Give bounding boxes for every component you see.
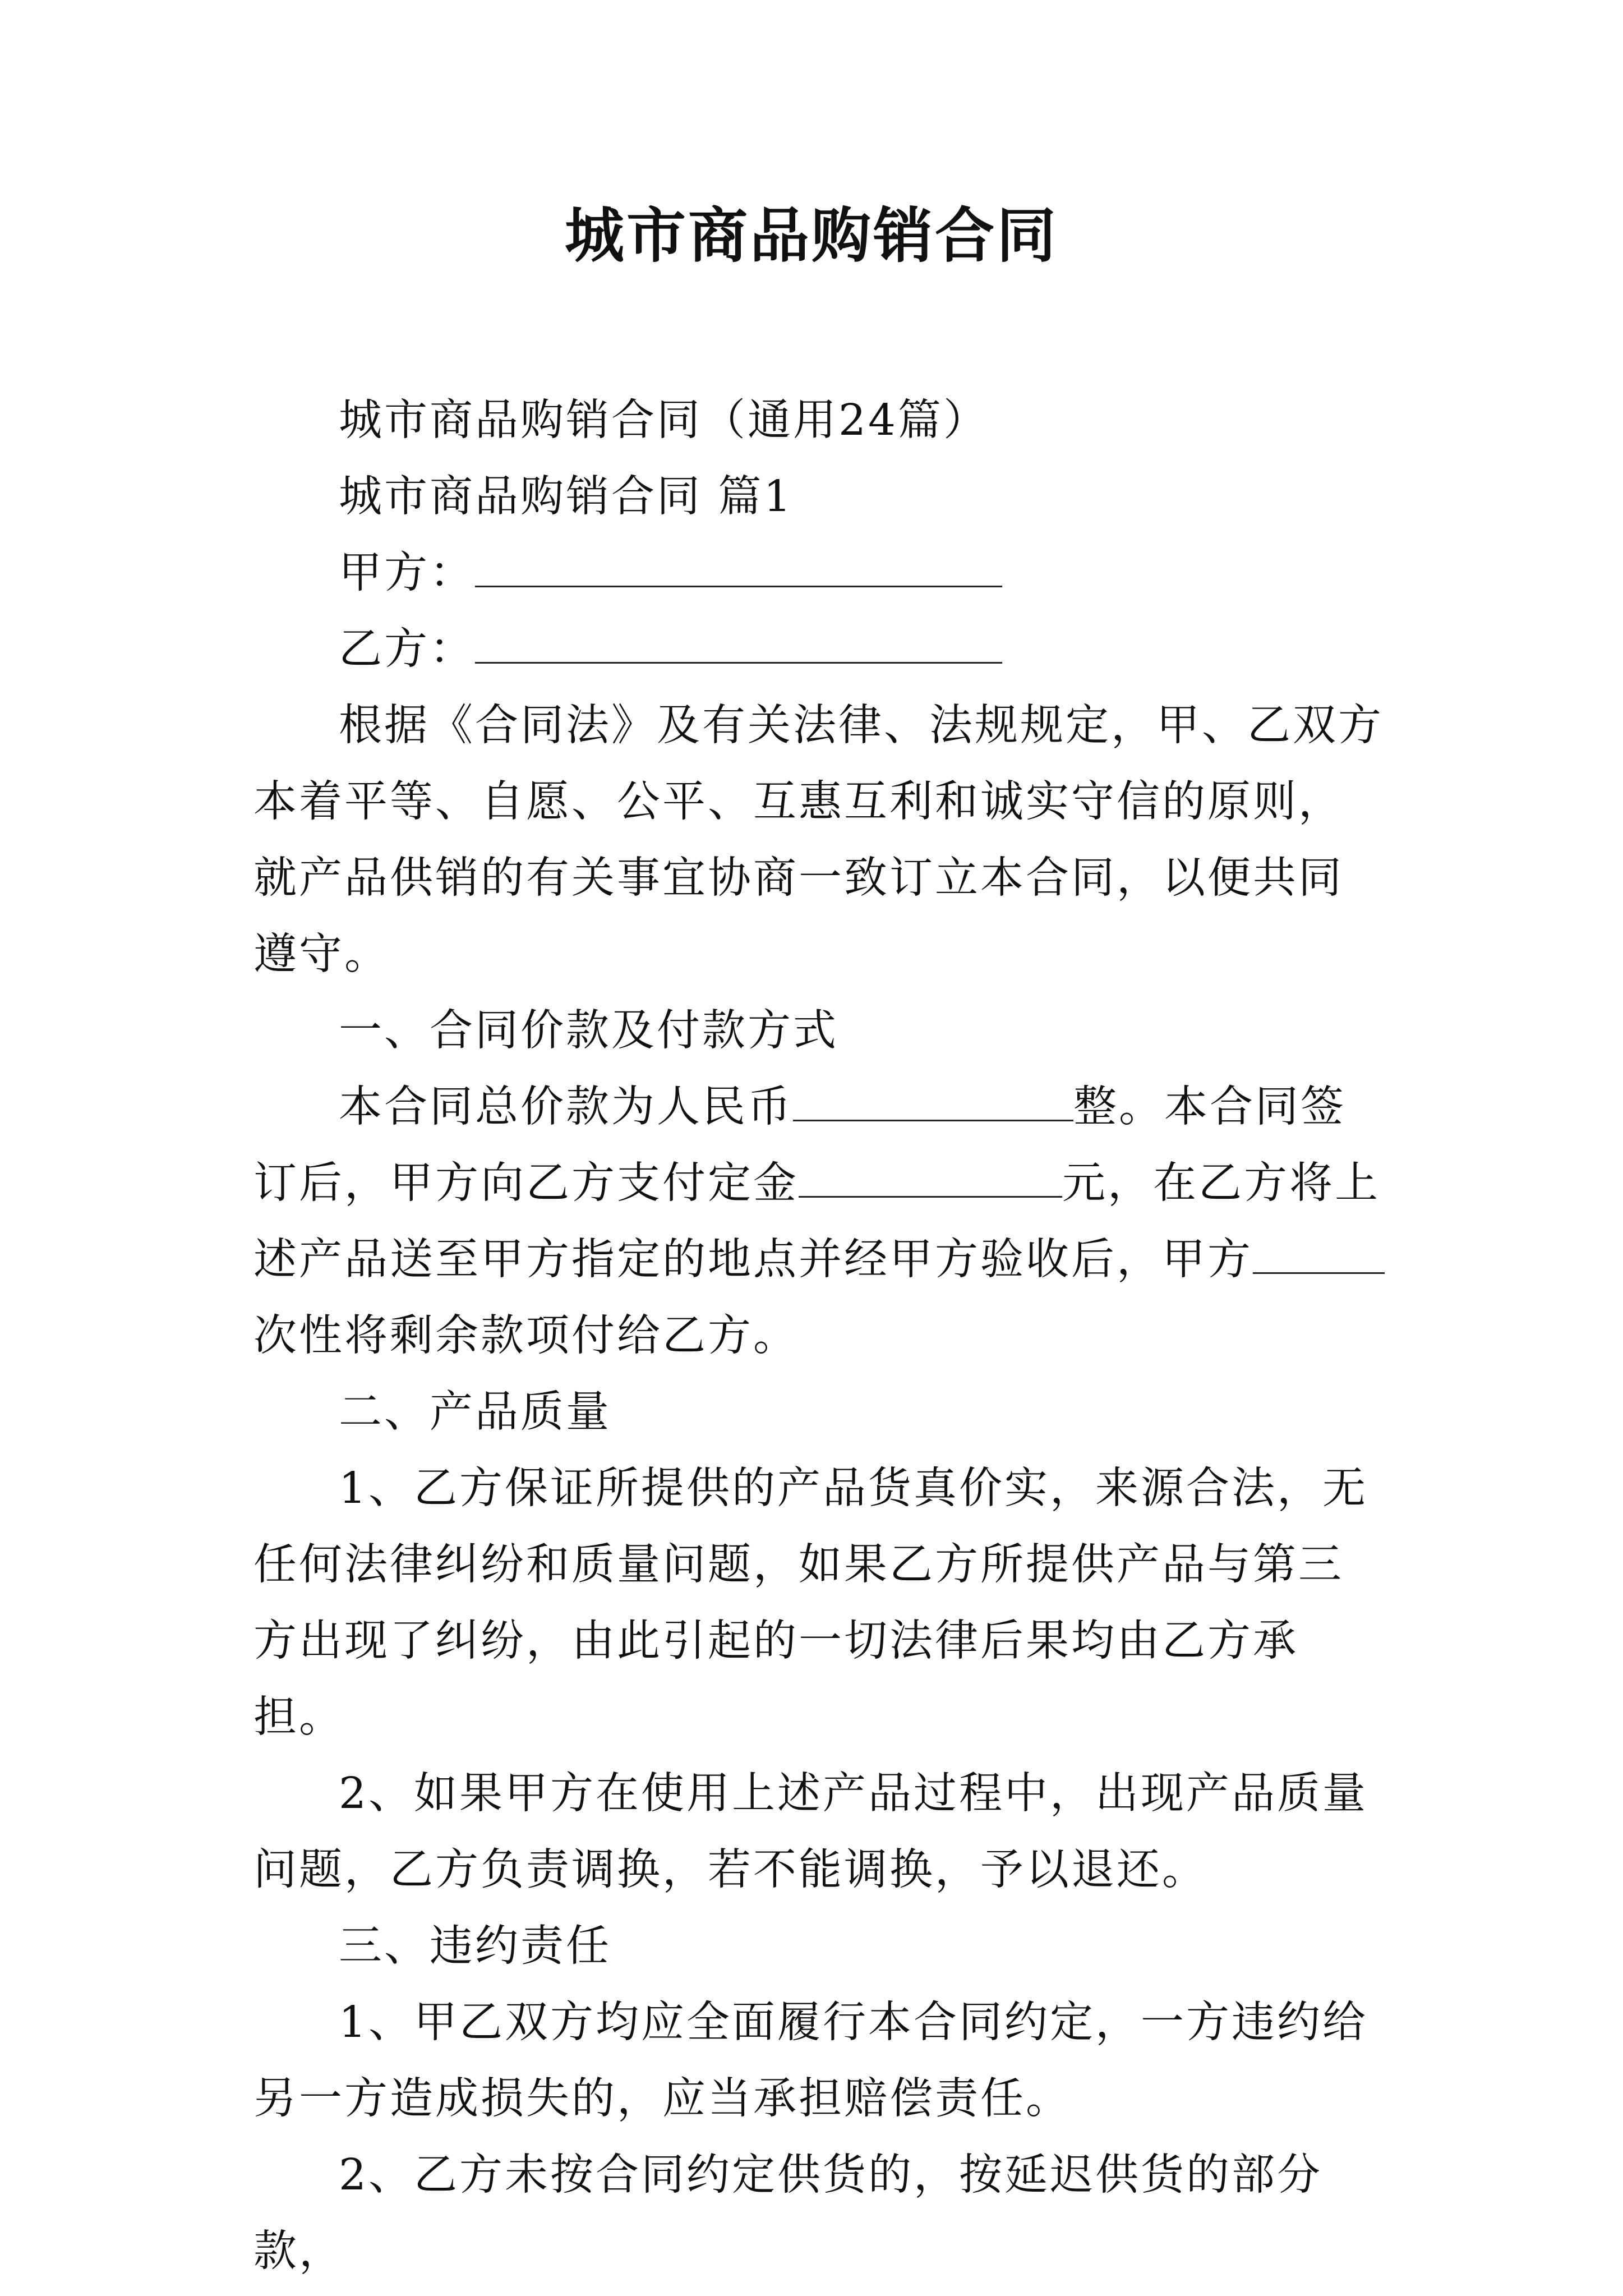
document-subtitle: 城市商品购销合同（通用24篇） bbox=[339, 395, 989, 445]
clause-2-item-1: 1、乙方保证所提供的产品货真价实，来源合法，无任何法律纠纷和质量问题，如果乙方所提供产品与第三方出现了纠纷，由此引起的一切法律后果均由乙方承担。 bbox=[253, 1464, 1368, 1742]
document-body bbox=[253, 383, 1386, 2290]
clause-1-text-a: 本合同总价款为人民币 bbox=[339, 1082, 793, 1132]
clause-2-item-2: 2、如果甲方在使用上述产品过程中，出现产品质量问题，乙方负责调换，若不能调换，予以退还。 bbox=[253, 1769, 1368, 1895]
clause-1-text-b: 整。本合同签订后，甲方向乙方支付定金 bbox=[253, 1082, 1346, 1208]
party-b-blank bbox=[475, 625, 1002, 664]
clause-3-title: 三、违约责任 bbox=[339, 1921, 611, 1971]
clause-1-title: 一、合同价款及付款方式 bbox=[339, 1006, 838, 1056]
party-b-line bbox=[253, 611, 1386, 688]
deposit-blank bbox=[799, 1159, 1062, 1198]
clause-3-item-1: 1、甲乙双方均应全面履行本合同约定，一方违约给另一方造成损失的，应当承担赔偿责任。 bbox=[253, 1998, 1368, 2124]
section-heading: 城市商品购销合同 篇1 bbox=[339, 472, 794, 522]
intro-paragraph: 根据《合同法》及有关法律、法规规定，甲、乙双方本着平等、自愿、公平、互惠互利和诚实守信的原则，就产品供销的有关事宜协商一致订立本合同，以便共同遵守。 bbox=[253, 701, 1384, 979]
payment-times-blank bbox=[1253, 1235, 1385, 1274]
party-a-label: 甲方： bbox=[339, 548, 475, 598]
clause-3-item-2: 2、乙方未按合同约定供货的，按延迟供货的部分款， bbox=[253, 2150, 1322, 2276]
clause-2-title: 二、产品质量 bbox=[339, 1387, 611, 1437]
clause-1-text-d: 次性将剩余款项付给乙方。 bbox=[253, 1311, 799, 1361]
clause-1-text-c: 元，在乙方将上述产品送至甲方指定的地点并经甲方验收后，甲方 bbox=[253, 1158, 1380, 1285]
party-b-label: 乙方： bbox=[339, 624, 475, 674]
total-price-blank bbox=[793, 1083, 1073, 1121]
party-a-blank bbox=[475, 549, 1002, 587]
document-title: 城市商品购销合同 bbox=[565, 200, 1058, 270]
clause-1-paragraph bbox=[253, 1069, 1386, 1374]
party-a-line bbox=[253, 535, 1386, 611]
